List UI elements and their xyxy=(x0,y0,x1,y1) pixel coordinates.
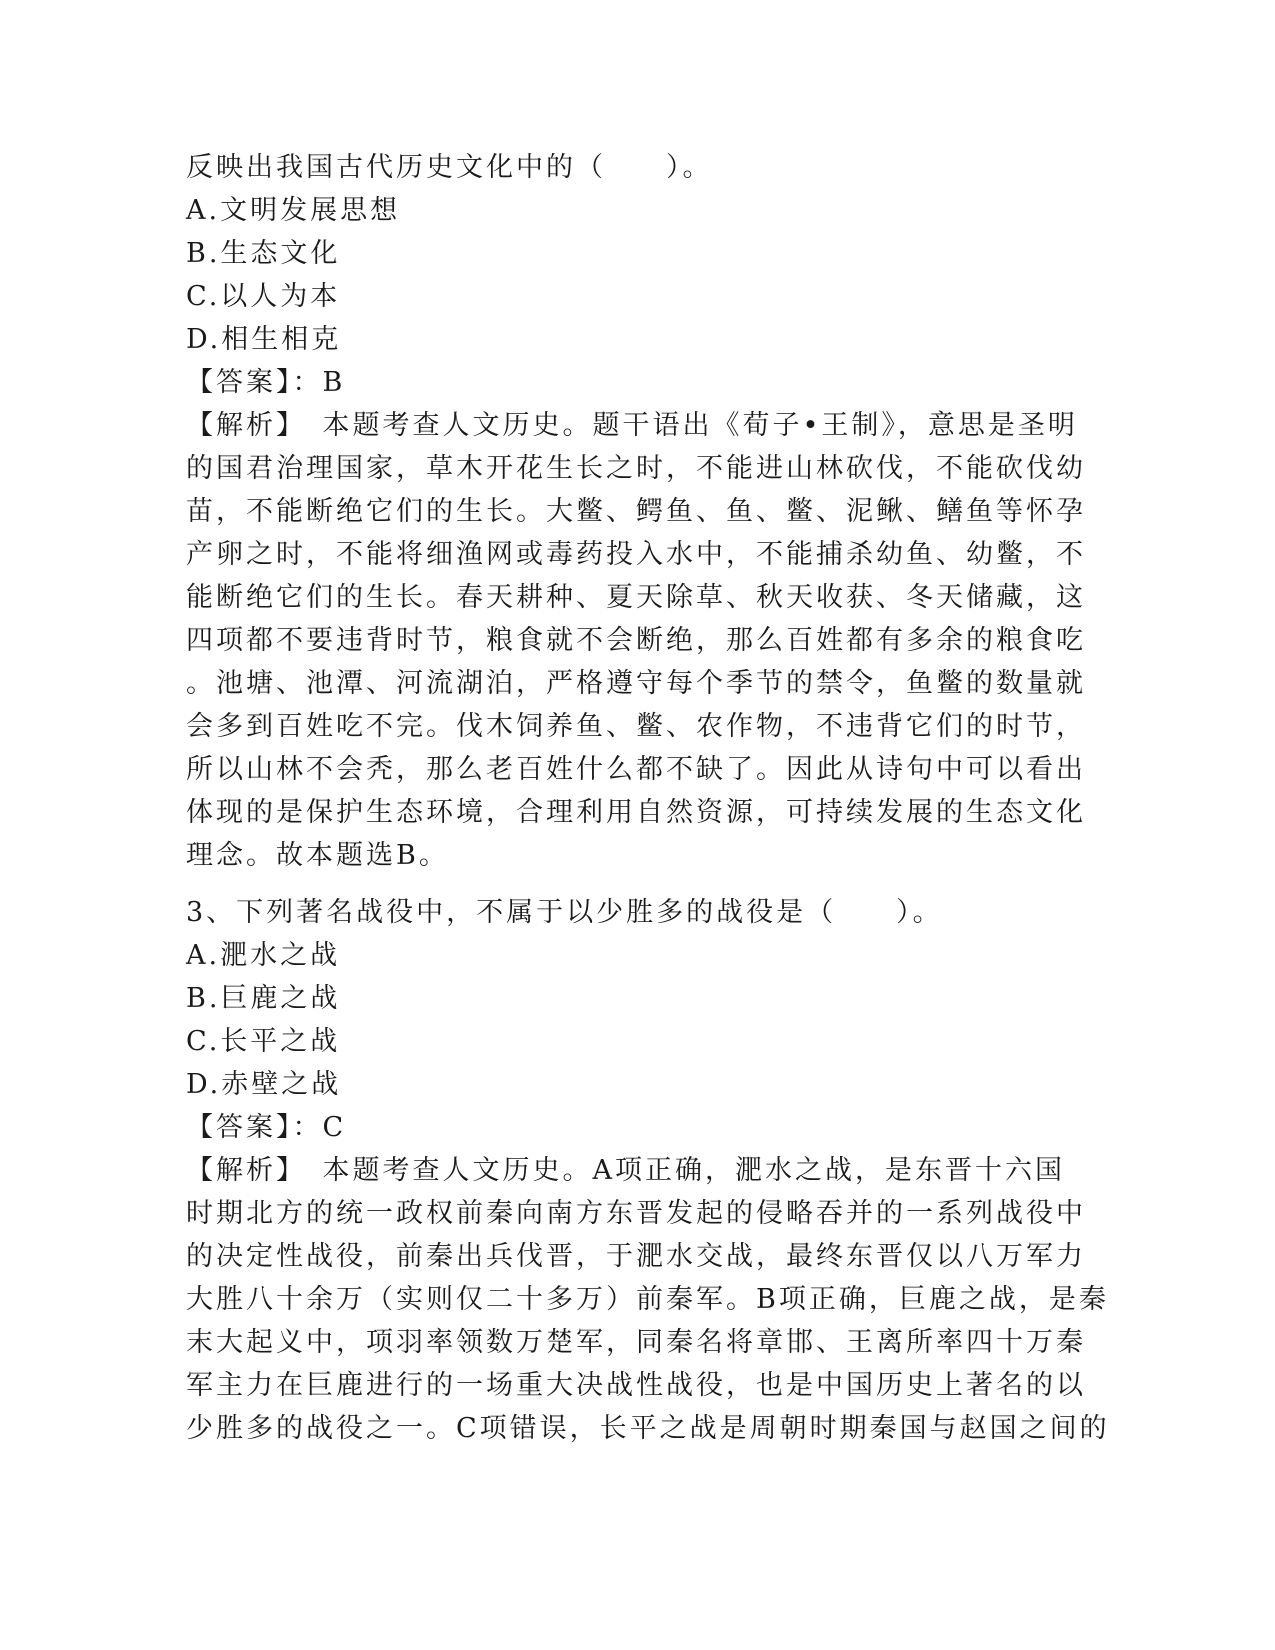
q2-analysis-line: 【解析】 本题考查人文历史。题干语出《荀子•王制》，意思是圣明 xyxy=(186,410,1078,441)
q2-analysis-line: 。池塘、池潭、河流湖泊，严格遵守每个季节的禁令，鱼鳖的数量就 xyxy=(186,668,1086,699)
q2-analysis-line: 能断绝它们的生长。春天耕种、夏天除草、秋天收获、冬天储藏，这 xyxy=(186,582,1086,613)
q3-option-a: A.淝水之战 xyxy=(186,940,341,971)
q3-answer: 【答案】：C xyxy=(186,1112,347,1143)
q3-stem: 3、下列著名战役中，不属于以少胜多的战役是（ ）。 xyxy=(186,897,943,928)
q2-analysis-line: 所以山林不会秃，那么老百姓什么都不缺了。因此从诗句中可以看出 xyxy=(186,754,1086,785)
q3-analysis-line: 大胜八十余万（实则仅二十多万）前秦军。B项正确，巨鹿之战，是秦 xyxy=(186,1284,1109,1315)
page-content xyxy=(186,146,1110,1450)
q3-option-d: D.赤壁之战 xyxy=(186,1069,342,1100)
q2-answer: 【答案】：B xyxy=(186,367,346,398)
q3-analysis-line: 末大起义中，项羽率领数万楚军，同秦名将章邯、王离所率四十万秦 xyxy=(186,1327,1086,1358)
question-separator xyxy=(186,877,1076,891)
q3-option-b: B.巨鹿之战 xyxy=(186,983,341,1014)
q2-analysis-line: 的国君治理国家，草木开花生长之时，不能进山林砍伐，不能砍伐幼 xyxy=(186,453,1086,484)
q3-option-c: C.长平之战 xyxy=(186,1026,341,1057)
q2-analysis-line: 产卵之时，不能将细渔网或毒药投入水中，不能捕杀幼鱼、幼鳖，不 xyxy=(186,539,1086,570)
q2-analysis-line: 理念。故本题选B。 xyxy=(186,840,449,871)
q2-option-c: C.以人为本 xyxy=(186,281,341,312)
q3-analysis-line: 的决定性战役，前秦出兵伐晋，于淝水交战，最终东晋仅以八万军力 xyxy=(186,1241,1086,1272)
q2-option-d: D.相生相克 xyxy=(186,324,342,355)
q3-analysis-line: 少胜多的战役之一。C项错误，长平之战是周朝时期秦国与赵国之间的 xyxy=(186,1413,1110,1444)
q3-analysis-line: 【解析】 本题考查人文历史。A项正确，淝水之战，是东晋十六国 xyxy=(186,1155,1065,1186)
q2-analysis-line: 苗，不能断绝它们的生长。大鳖、鳄鱼、鱼、鳖、泥鳅、鳝鱼等怀孕 xyxy=(186,496,1086,527)
q2-stem-tail: 反映出我国古代历史文化中的（ ）。 xyxy=(186,152,713,183)
q2-analysis-line: 体现的是保护生态环境，合理利用自然资源，可持续发展的生态文化 xyxy=(186,797,1086,828)
q3-analysis-line: 时期北方的统一政权前秦向南方东晋发起的侵略吞并的一系列战役中 xyxy=(186,1198,1086,1229)
q2-option-b: B.生态文化 xyxy=(186,238,341,269)
q3-analysis-line: 军主力在巨鹿进行的一场重大决战性战役，也是中国历史上著名的以 xyxy=(186,1370,1086,1401)
q2-analysis-line: 四项都不要违背时节，粮食就不会断绝，那么百姓都有多余的粮食吃 xyxy=(186,625,1086,656)
q2-option-a: A.文明发展思想 xyxy=(186,195,401,226)
q2-analysis-line: 会多到百姓吃不完。伐木饲养鱼、鳖、农作物，不违背它们的时节， xyxy=(186,711,1086,742)
